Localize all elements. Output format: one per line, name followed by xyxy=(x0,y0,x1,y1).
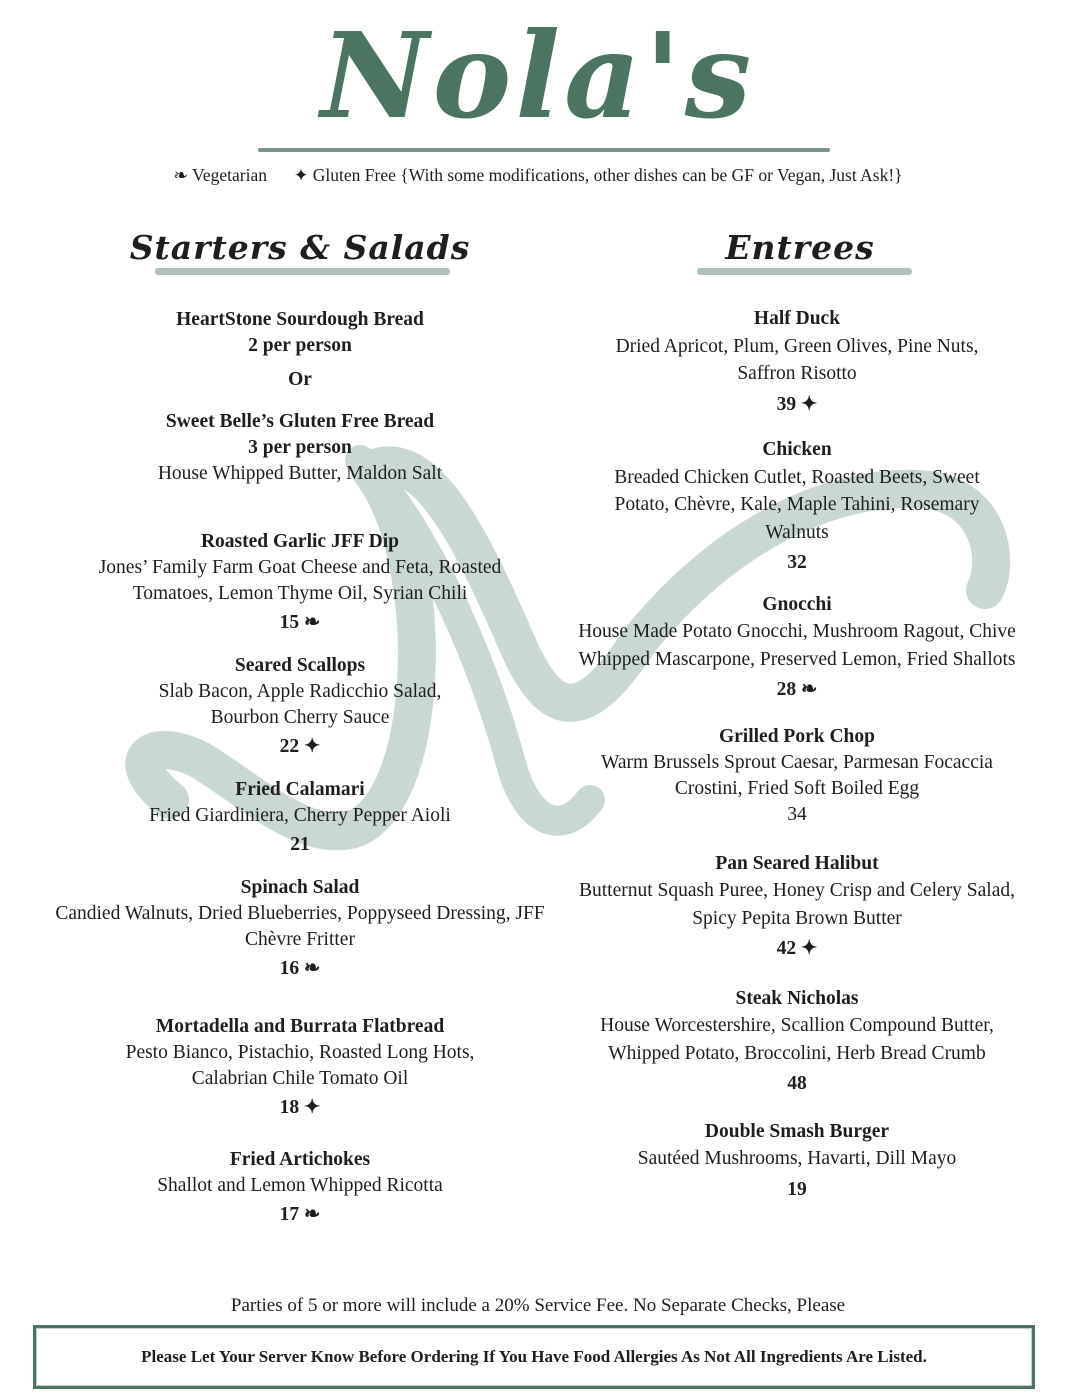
menu-item-description: Slab Bacon, Apple Radicchio Salad, Bourbon Cherry Sauce xyxy=(158,681,442,728)
menu-item-price: 16 ❧ xyxy=(279,958,321,979)
menu-item xyxy=(40,653,560,760)
menu-item xyxy=(570,591,1024,704)
menu-item xyxy=(570,436,1024,577)
menu-item-description: Sautéed Mushrooms, Havarti, Dill Mayo xyxy=(637,1148,957,1169)
menu-item-description: Pesto Bianco, Pistachio, Roasted Long Hots, Calabrian Chile Tomato Oil xyxy=(125,1042,475,1089)
menu-item-description: Butternut Squash Puree, Honey Crisp and Celery Salad, Spicy Pepita Brown Butter xyxy=(579,880,1015,929)
menu-item-description: Dried Apricot, Plum, Green Olives, Pine Nuts, Saffron Risotto xyxy=(615,335,979,384)
menu-item-price: 42 ✦ xyxy=(776,938,818,959)
menu-item-description: Fried Giardiniera, Cherry Pepper Aioli xyxy=(149,805,451,826)
menu-item xyxy=(40,777,560,858)
menu-item-name: Roasted Garlic JFF Dip xyxy=(200,531,400,552)
menu-item-name: Mortadella and Burrata Flatbread xyxy=(155,1016,445,1037)
menu-item-price: 32 xyxy=(787,552,807,573)
dietary-legend xyxy=(0,165,1076,186)
menu-item-price: 19 xyxy=(787,1178,807,1200)
menu-item-name: Half Duck xyxy=(753,308,841,329)
logo-underline xyxy=(258,148,830,152)
entrees-title-underline xyxy=(697,268,912,275)
entrees-section-title: Entrees xyxy=(725,228,875,267)
starters-column xyxy=(40,307,560,1245)
menu-item xyxy=(40,1014,560,1121)
menu-item xyxy=(570,305,1024,418)
menu-item-name: Seared Scallops xyxy=(234,655,366,676)
menu-item-description: House Made Potato Gnocchi, Mushroom Ragout, Chive Whipped Mascarpone, Preserved Lemon, Fried Shallots xyxy=(578,621,1016,670)
menu-item-price: 22 ✦ xyxy=(279,736,321,757)
gluten-free-label: Gluten Free {With some modifications, other dishes can be GF or Vegan, Just Ask!} xyxy=(312,165,903,185)
menu-item-price: 17 ❧ xyxy=(279,1204,321,1225)
entrees-column xyxy=(570,305,1024,1220)
vegetarian-icon: ❧ xyxy=(173,165,189,185)
menu-item-price: 2 per person xyxy=(248,335,352,356)
allergy-notice-text: Please Let Your Server Know Before Ordering If You Have Food Allergies As Not All Ingredients Are Listed. xyxy=(141,1347,927,1366)
or-separator: Or xyxy=(288,369,312,390)
gluten-free-icon: ✦ xyxy=(293,165,309,185)
menu-item-price: 3 per person xyxy=(248,437,352,458)
menu-item-price: 39 ✦ xyxy=(776,393,818,415)
menu-item-price: 18 ✦ xyxy=(279,1097,321,1118)
menu-item-description: House Worcestershire, Scallion Compound Butter, Whipped Potato, Broccolini, Herb Bread Crumb xyxy=(600,1015,994,1064)
menu-item xyxy=(570,985,1024,1098)
service-fee-notice: Parties of 5 or more will include a 20% Service Fee. No Separate Checks, Please xyxy=(230,1295,846,1316)
menu-item-name: Chicken xyxy=(762,439,832,460)
menu-item-name: HeartStone Sourdough Bread xyxy=(176,309,424,330)
menu-item-description: Warm Brussels Sprout Caesar, Parmesan Focaccia Crostini, Fried Soft Boiled Egg xyxy=(601,751,993,799)
menu-item-name: Sweet Belle’s Gluten Free Bread xyxy=(165,411,435,432)
vegetarian-label: Vegetarian xyxy=(192,165,267,185)
menu-item-name: Pan Seared Halibut xyxy=(715,852,879,874)
menu-item-price: 28 ❧ xyxy=(776,679,818,700)
menu-item-name: Gnocchi xyxy=(762,593,832,615)
menu-item-name: Fried Calamari xyxy=(235,779,365,800)
logo-wordmark: Nola's xyxy=(320,6,756,145)
menu-item xyxy=(570,850,1024,963)
menu-item-description: House Whipped Butter, Maldon Salt xyxy=(157,463,443,484)
menu-item xyxy=(40,1147,560,1228)
menu-item-name: Grilled Pork Chop xyxy=(718,725,875,747)
menu-item-description: Candied Walnuts, Dried Blueberries, Poppyseed Dressing, JFF Chèvre Fritter xyxy=(55,903,545,950)
menu-item-description: Breaded Chicken Cutlet, Roasted Beets, Sweet Potato, Chèvre, Kale, Maple Tahini, Rosemary Walnuts xyxy=(614,466,980,543)
starters-title-underline xyxy=(155,268,450,275)
menu-item xyxy=(40,409,560,487)
menu-item-description: Shallot and Lemon Whipped Ricotta xyxy=(157,1175,443,1196)
logo xyxy=(0,0,1076,170)
menu-item-name: Double Smash Burger xyxy=(704,1120,890,1142)
menu-item-price: 34 xyxy=(787,803,807,825)
starters-section-title: Starters & Salads xyxy=(129,228,471,267)
menu-item-price: 48 xyxy=(787,1073,807,1094)
menu-item-name: Steak Nicholas xyxy=(735,987,859,1009)
menu-item xyxy=(570,724,1024,828)
menu-item xyxy=(570,1118,1024,1204)
allergy-notice-box xyxy=(33,1325,1035,1389)
menu-item-price: 15 ❧ xyxy=(279,612,321,633)
menu-item xyxy=(40,529,560,636)
menu-item-description: Jones’ Family Farm Goat Cheese and Feta, Roasted Tomatoes, Lemon Thyme Oil, Syrian Chili xyxy=(98,557,502,604)
menu-item-name: Fried Artichokes xyxy=(229,1149,371,1170)
menu-item-name: Spinach Salad xyxy=(240,877,360,898)
menu-item xyxy=(40,875,560,982)
menu-item xyxy=(40,307,560,359)
menu-item-price: 21 xyxy=(290,834,310,855)
